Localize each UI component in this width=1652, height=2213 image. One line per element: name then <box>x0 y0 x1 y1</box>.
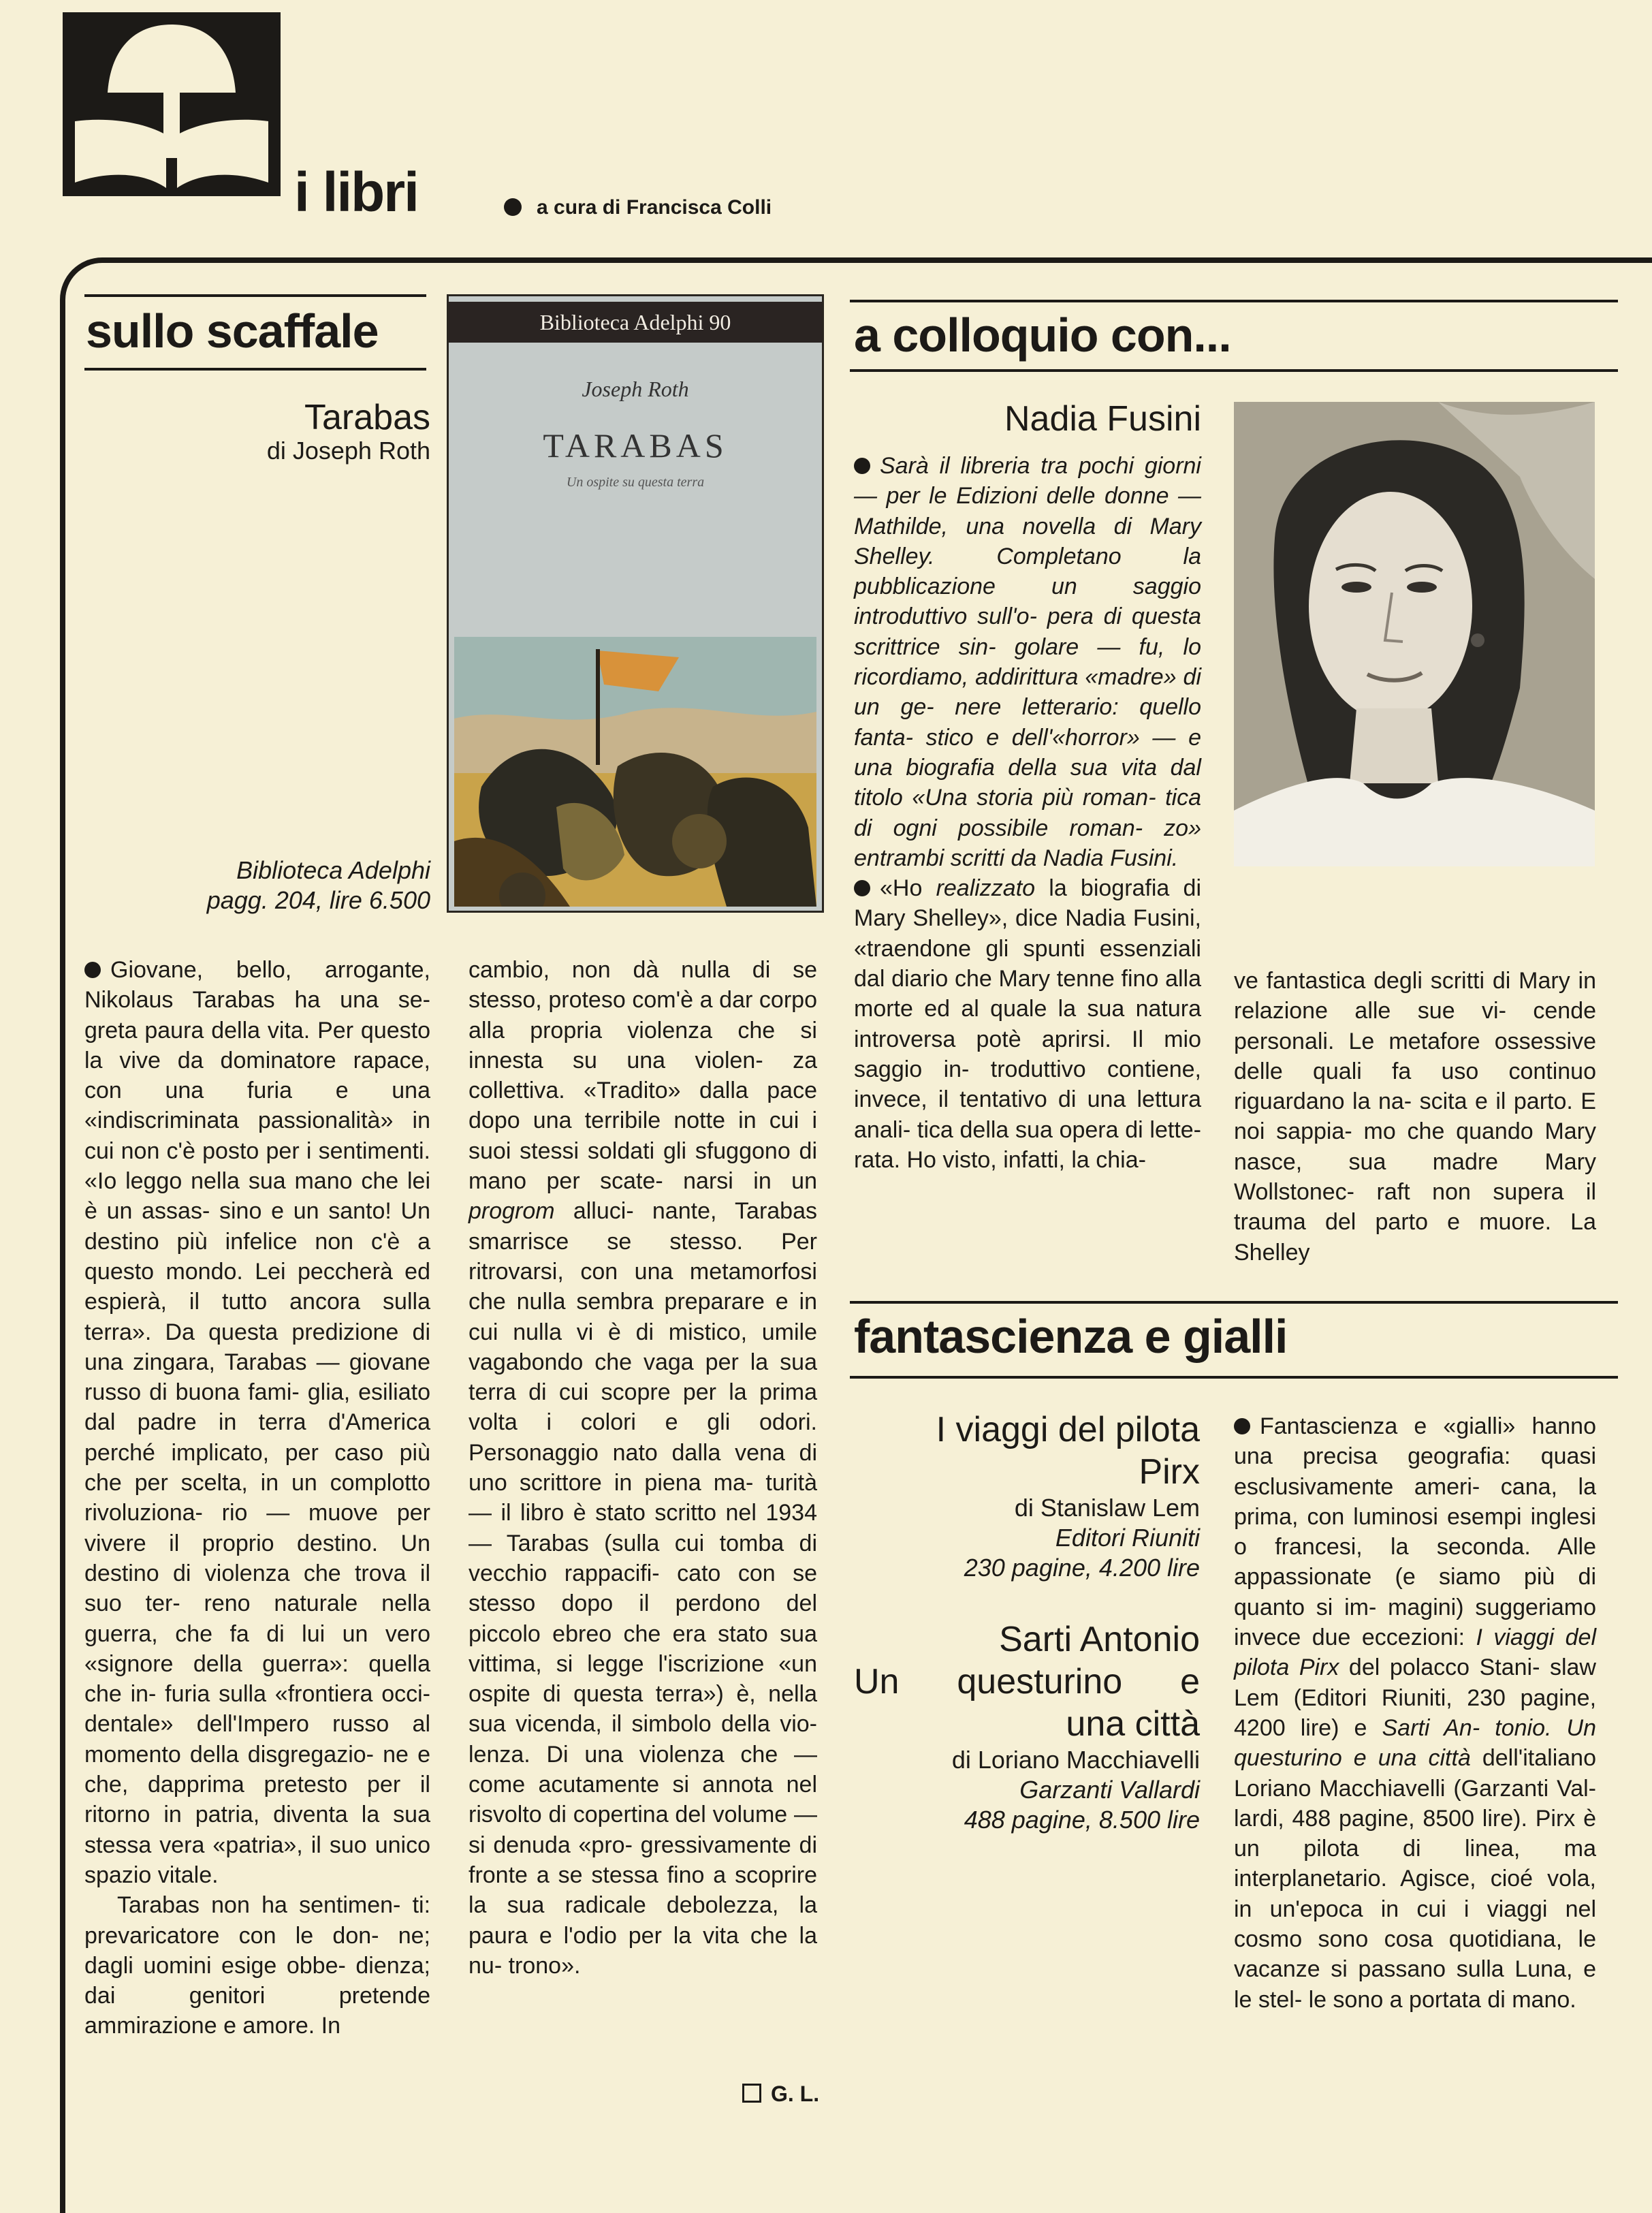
genre-book-2-author: di Loriano Macchiavelli <box>951 1746 1200 1774</box>
genre-book-2-title-line-2: Un questurino e <box>854 1662 1200 1701</box>
interview-name: Nadia Fusini <box>1004 399 1201 439</box>
genre-book-2-title-line-3: una città <box>1066 1704 1200 1744</box>
genre-book-1-details: 230 pagine, 4.200 lire <box>964 1554 1200 1582</box>
cover-subtitle: Un ospite su questa terra <box>566 475 705 490</box>
genre-rule-bottom <box>850 1376 1618 1379</box>
interview-intro-paragraph: Sarà il libreria tra pochi giorni — per le Edizioni delle donne — Mathilde, una novella di Mary Shelley. Completano la pubblicazione un saggio introduttivo sull'o- pera di questa scrittrice sin- golare — fu, lo ricordiamo, addirittura «madre» di un ge- nere letterario: quello fanta- stico e dell'«horror» — e una biografia della sua vita dal titolo «Una storia più roman- tica di ogni possibile roman- zo» entrambi scritti da Nadia Fusini. <box>854 453 1202 871</box>
curator-credit: a cura di Francisca Colli <box>504 196 772 219</box>
genre-book-1-author: di Stanislaw Lem <box>1014 1494 1200 1522</box>
frame-left-rule <box>60 300 65 2213</box>
interview-intro <box>854 451 1201 1175</box>
genre-book-2-publisher: Garzanti Vallardi <box>1019 1776 1200 1804</box>
portrait-photo <box>1234 402 1595 866</box>
frame-top-rule <box>102 257 1652 263</box>
shelf-heading: sullo scaffale <box>86 304 379 358</box>
bullet-icon <box>84 962 101 978</box>
genre-heading: fantascienza e gialli <box>854 1310 1288 1363</box>
genre-book-1-title-line-2: Pirx <box>1139 1452 1200 1492</box>
review-signature: G. L. <box>742 2082 819 2107</box>
cover-painting <box>454 637 816 907</box>
book-cover <box>447 294 824 913</box>
genre-book-2-title-line-1: Sarti Antonio <box>999 1620 1200 1659</box>
genre-book-2 <box>854 1618 1200 1835</box>
interview-rule-top <box>850 300 1618 302</box>
bullet-icon <box>504 198 522 216</box>
shelf-review-column-2 <box>468 955 817 1981</box>
box-icon <box>742 2084 761 2103</box>
genre-book-1-publisher: Editori Riuniti <box>1055 1524 1200 1552</box>
bullet-icon <box>854 880 870 896</box>
genre-book-1 <box>854 1409 1200 1583</box>
genre-book-1-title-line-1: I viaggi del pilota <box>936 1410 1200 1449</box>
bullet-icon <box>854 458 870 474</box>
lamp-book-logo-icon <box>63 12 281 196</box>
bullet-icon <box>1234 1418 1250 1434</box>
heading-rule-bottom <box>84 368 426 371</box>
shelf-review-column-1 <box>84 955 430 2041</box>
interview-quote-paragraph: «Ho realizzato la biografia di Mary Shelley», dice Nadia Fusini, «traendone gli spunti essenziali dal diario che Mary tenne fino alla morte ed al quale la sua natura introversa potè aprirsi. Il mio saggio in- troduttivo contiene, invece, il tentativo di una lettura anali- tica della sua opera di lette- rata. Ho visto, infatti, la chia- <box>854 875 1201 1173</box>
shelf-details: pagg. 204, lire 6.500 <box>206 886 430 914</box>
review-paragraph-1: Giovane, bello, arrogante, Nikolaus Tarabas ha una se- greta paura della vita. Per questo la vive da dominatore rapace, con una furia e una «indiscriminata passionalità» in cui non c'è posto per i sentimenti. «Io leggo nella sua mano che lei è un assas- sino e un santo! Un destino più infelice non c'è a questo mondo. Lei peccherà ed espierà, il tutto ancora sulla terra». Da questa predizione di una zingara, Tarabas — giovane russo di buona fami- glia, esiliato dal padre in terra d'America perché implicato, per caso più che per scelta, in un complotto rivoluziona- rio — muove per vivere il proprio destino. Un destino di violenza che trova il suo ter- reno naturale nella guerra, che fa di lui un vero «signore della guerra»: quella che in- furia sulla «frontiera occi- dentale» dell'Impero russo al momento della disgregazio- ne e che, dapprima pretesto per il ritorno in patria, diventa la sua stessa vera «patria», il suo unico spazio vitale. <box>84 957 431 1888</box>
genre-book-2-details: 488 pagine, 8.500 lire <box>964 1806 1200 1834</box>
review-paragraph-3: cambio, non dà nulla di se stesso, proteso com'è a dar corpo alla propria violenza che si innesta su una violen- za collettiva. «Tradito» dalla pace dopo una terribile notte in cui i suoi stessi soldati gli sfuggono di mano per scate- narsi in un progrom alluci- nante, Tarabas smarrisce se stesso. Per ritrovarsi, con una metamorfosi che nulla sembra preparare e in cui nulla vi è di mistico, umile vagabondo che vaga per la sua terra di cui scopre per la prima volta i colori e gli odori. Personaggio nato dalla vena di uno scrittore in piena ma- turità — il libro è stato scritto nel 1934 — Tarabas (sulla cui tomba di vecchio rappacifi- cato con se stesso dopo il perdono del piccolo ebreo che era stato sua vittima, si legge l'iscrizione «un ospite di questa terra») è, nella sua vicenda, il simbolo della vio- lenza. Di una violenza che — come acutamente si annota nel risvolto di copertina del volume — si denuda «pro- gressivamente di fronte a se stessa fino a scoprire la sua radicale debolezza, la paura e l'odio per la vita che la nu- trono». <box>468 957 818 1979</box>
genre-text <box>1234 1411 1596 2015</box>
genre-rule-top <box>850 1301 1618 1304</box>
review-paragraph-2: Tarabas non ha sentimen- ti: prevaricatore con le don- ne; dagli uomini esige obbe- dienza; dai genitori pretende ammirazione e amore. In <box>84 1892 431 2039</box>
shelf-publisher: Biblioteca Adelphi <box>236 856 430 884</box>
shelf-book-author: di Joseph Roth <box>266 437 430 465</box>
interview-rule-bottom <box>850 369 1618 372</box>
heading-rule-top <box>84 294 426 297</box>
cover-author: Joseph Roth <box>582 377 689 401</box>
section-title: i libri <box>294 161 418 223</box>
interview-quote-continued-paragraph: ve fantastica degli scritti di Mary in relazione alle sue vi- cende personali. Le metafore ossessive delle quali fa uso continuo riguardano la na- scita e il parto. E noi sappia- mo che quando Mary nasce, sua madre Mary Wollstonec- raft non supera il trauma del parto e muore. La Shelley <box>1234 968 1597 1266</box>
cover-title: TARABAS <box>543 426 728 465</box>
interview-quote-continued <box>1234 966 1596 1268</box>
shelf-book-title: Tarabas <box>304 398 430 437</box>
genre-paragraph: Fantascienza e «gialli» hanno una precisa geografia: quasi esclusivamente ameri- cana, la prima, con luminosi esempi inglesi o francesi, la seconda. Alle appassionate (e siamo più di quanto si im- magini) suggeriamo invece due eccezioni: I viaggi del pilota Pirx del polacco Stani- slaw Lem (Editori Riuniti, 230 pagine, 4200 lire) e Sarti An- tonio. Un questurino e una città dell'italiano Loriano Macchiavelli (Garzanti Val- lardi, 488 pagine, 8500 lire). Pirx è un pilota di linea, ma interplanetario. Agisce, cioé vola, in un'epoca in cui i viaggi nel cosmo sono cosa quotidiana, le vacanze si passano sulla Luna, e le stel- le sono a portata di mano. <box>1234 1413 1597 2013</box>
cover-series: Biblioteca Adelphi 90 <box>449 302 822 343</box>
interview-heading: a colloquio con... <box>854 309 1231 362</box>
